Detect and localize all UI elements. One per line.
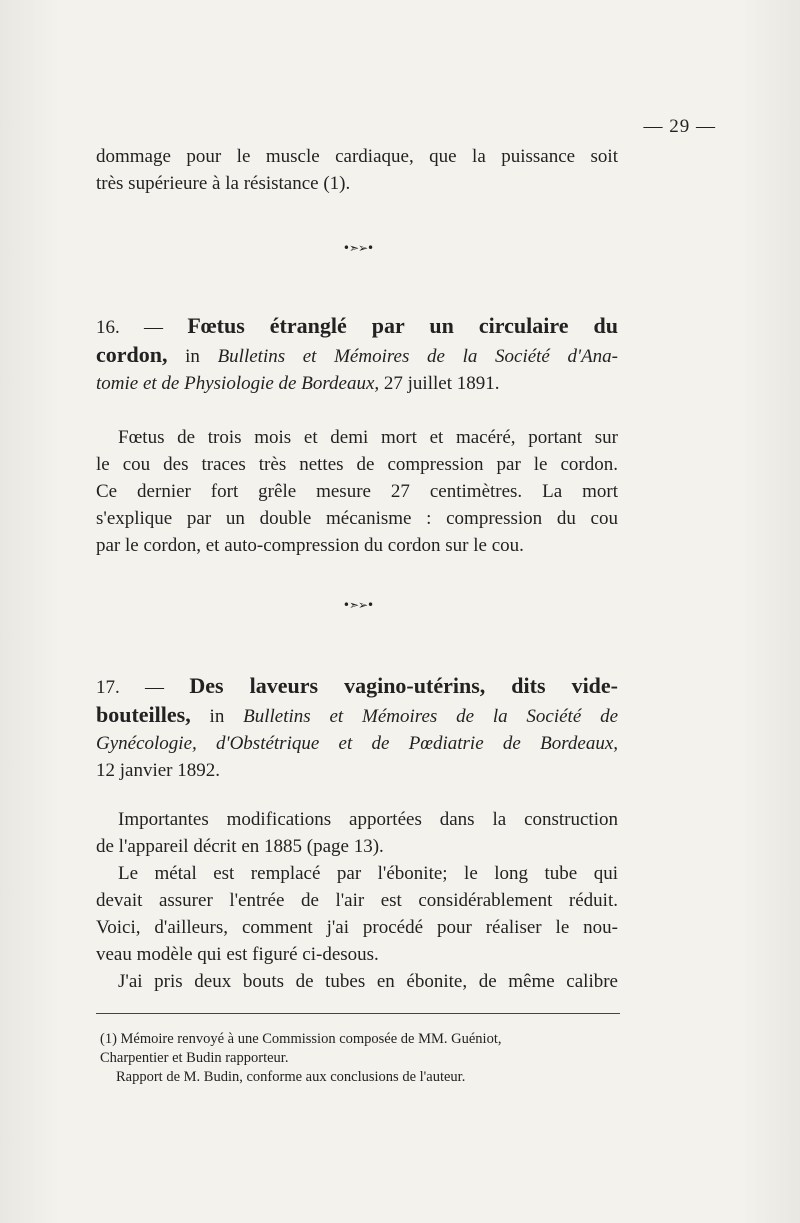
entry-title: Des laveurs vagino-utérins, dits vide- [189, 673, 619, 698]
footnote-line: Rapport de M. Budin, conforme aux conclusions de l'auteur. [116, 1069, 466, 1085]
text-line: devait assurer l'entrée de l'air est considérablement réduit. [96, 890, 618, 911]
entry-title: cordon, [96, 342, 168, 367]
text-line: Fœtus de trois mois et demi mort et macéré, portant sur [118, 427, 618, 448]
text-line: dommage pour le muscle cardiaque, que la puissance soit [96, 146, 618, 167]
page-number: — 29 — [643, 116, 716, 137]
text-line: Voici, d'ailleurs, comment j'ai procédé pour réaliser le nou- [96, 917, 618, 938]
footnote-line: Charpentier et Budin rapporteur. [100, 1050, 289, 1066]
entry-title: Fœtus étranglé par un circulaire du [187, 313, 619, 338]
footnote-line: (1) Mémoire renvoyé à une Commission composée de MM. Guéniot, [100, 1031, 502, 1047]
text-line: le cou des traces très nettes de compression par le cordon. [96, 454, 618, 475]
entry-number: 17. — [96, 677, 165, 698]
citation-source: Bulletins et Mémoires de la Société de [243, 706, 619, 727]
entry-heading-line [96, 370, 618, 397]
entry-17-body [96, 806, 618, 995]
text-line: par le cordon, et auto-compression du cordon sur le cou. [96, 535, 524, 556]
entry-heading-line [96, 701, 618, 730]
citation-source: Bulletins et Mémoires de la Société d'Ana- [217, 346, 618, 367]
text-line: Le métal est remplacé par l'ébonite; le long tube qui [118, 863, 618, 884]
section-ornament: •➣➢• [342, 241, 374, 255]
entry-title: bouteilles, [96, 702, 191, 727]
entry-heading-line [96, 672, 618, 701]
entry-heading-line [96, 341, 618, 370]
entry-16 [96, 312, 618, 397]
text-line: Ce dernier fort grêle mesure 27 centimètres. La mort [96, 481, 618, 502]
citation-date: 12 janvier 1892. [96, 760, 221, 781]
entry-heading-line [96, 312, 618, 341]
text-line: très supérieure à la résistance (1). [96, 173, 351, 194]
section-ornament: •➣➢• [342, 598, 374, 612]
text-line: de l'appareil décrit en 1885 (page 13). [96, 836, 384, 857]
footnote-divider [96, 1013, 620, 1014]
entry-16-body [96, 424, 618, 559]
entry-number: 16. — [96, 317, 164, 338]
citation-prefix: in [209, 706, 225, 727]
text-line: s'explique par un double mécanisme : compression du cou [96, 508, 618, 529]
text-line: J'ai pris deux bouts de tubes en ébonite, de même calibre [118, 971, 618, 992]
entry-17 [96, 672, 618, 784]
citation-source: tomie et de Physiologie de Bordeaux, [96, 373, 380, 394]
citation-source: Gynécologie, d'Obstétrique et de Pœdiatrie de Bordeaux, [96, 733, 618, 754]
intro-paragraph [96, 143, 618, 197]
text-line: veau modèle qui est figuré ci-desous. [96, 944, 379, 965]
text-line: Importantes modifications apportées dans la construction [118, 809, 618, 830]
footnotes [100, 1030, 624, 1087]
citation-date: 27 juillet 1891. [383, 373, 500, 394]
citation-prefix: in [185, 346, 200, 367]
